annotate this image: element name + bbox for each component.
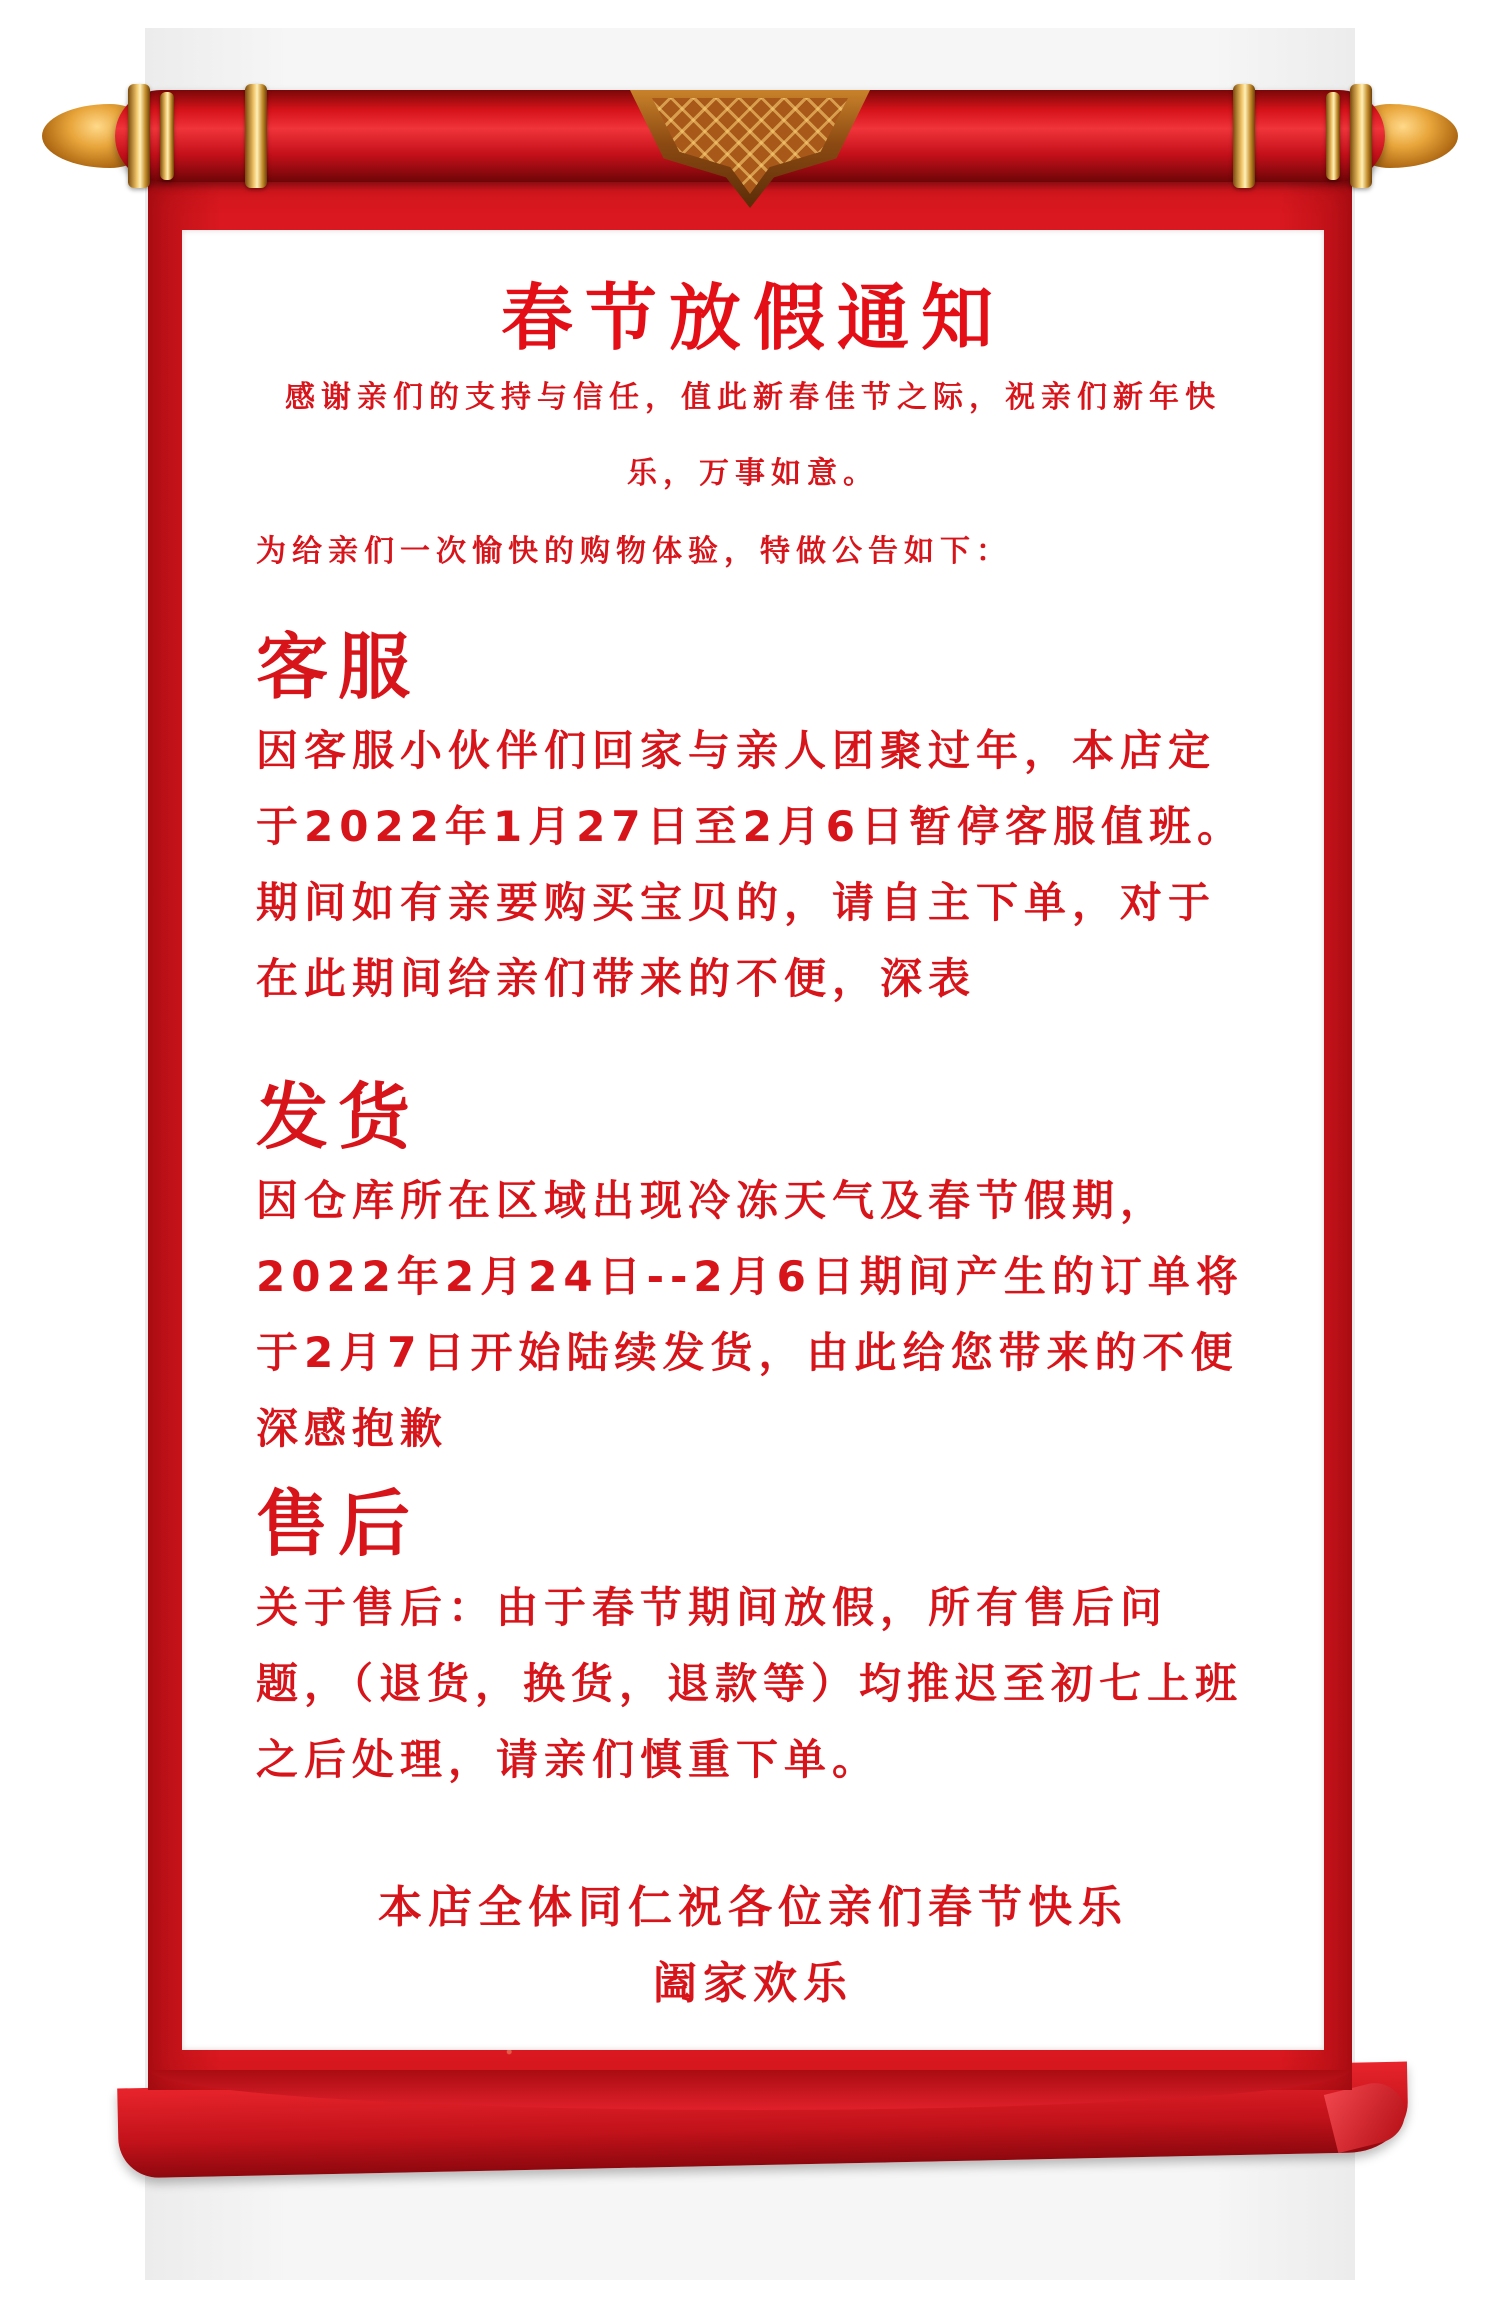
section-heading-customer-service: 客服 (256, 625, 421, 709)
notice-intro: 感谢亲们的支持与信任，值此新春佳节之际，祝亲们新年快乐，万事如意。 (285, 380, 1221, 491)
notice-panel (182, 230, 1324, 2050)
rod-ring-left-outer (128, 84, 150, 188)
notice-title: 春节放假通知 (500, 276, 1005, 360)
section-shipping (256, 1075, 1256, 1467)
section-after-sales (256, 1482, 1256, 1798)
closing-line-2: 阖家欢乐 (653, 1958, 853, 2009)
closing-greeting (182, 1870, 1324, 2022)
rod-ring-left-inner (160, 92, 174, 180)
rod-ring-right-outer (1350, 84, 1372, 188)
section-customer-service (256, 625, 1256, 1017)
closing-line-1: 本店全体同仁祝各位亲们春节快乐 (378, 1882, 1128, 1933)
rod-ring-right-inner (1326, 92, 1340, 180)
notice-lead: 为给亲们一次愉快的购物体验，特做公告如下： (256, 534, 1012, 569)
section-body-shipping: 因仓库所在区域出现冷冻天气及春节假期，2022年2月24日--2月6日期间产生的订单将于2月7日开始陆续发货，由此给您带来的不便深感抱歉 (256, 1176, 1244, 1453)
rod-ring-right-edge (1233, 84, 1255, 188)
rod-ring-left-edge (245, 84, 267, 188)
section-heading-after-sales: 售后 (256, 1482, 421, 1566)
section-body-customer-service: 因客服小伙伴们回家与亲人团聚过年，本店定于2022年1月27日至2月6日暂停客服值班。期间如有亲要购买宝贝的，请自主下单，对于在此期间给亲们带来的不便，深表 (256, 726, 1246, 1003)
section-body-after-sales: 关于售后：由于春节期间放假，所有售后问题，（退货，换货，退款等）均推迟至初七上班之后处理，请亲们慎重下单。 (256, 1583, 1244, 1784)
section-heading-shipping: 发货 (256, 1075, 421, 1159)
